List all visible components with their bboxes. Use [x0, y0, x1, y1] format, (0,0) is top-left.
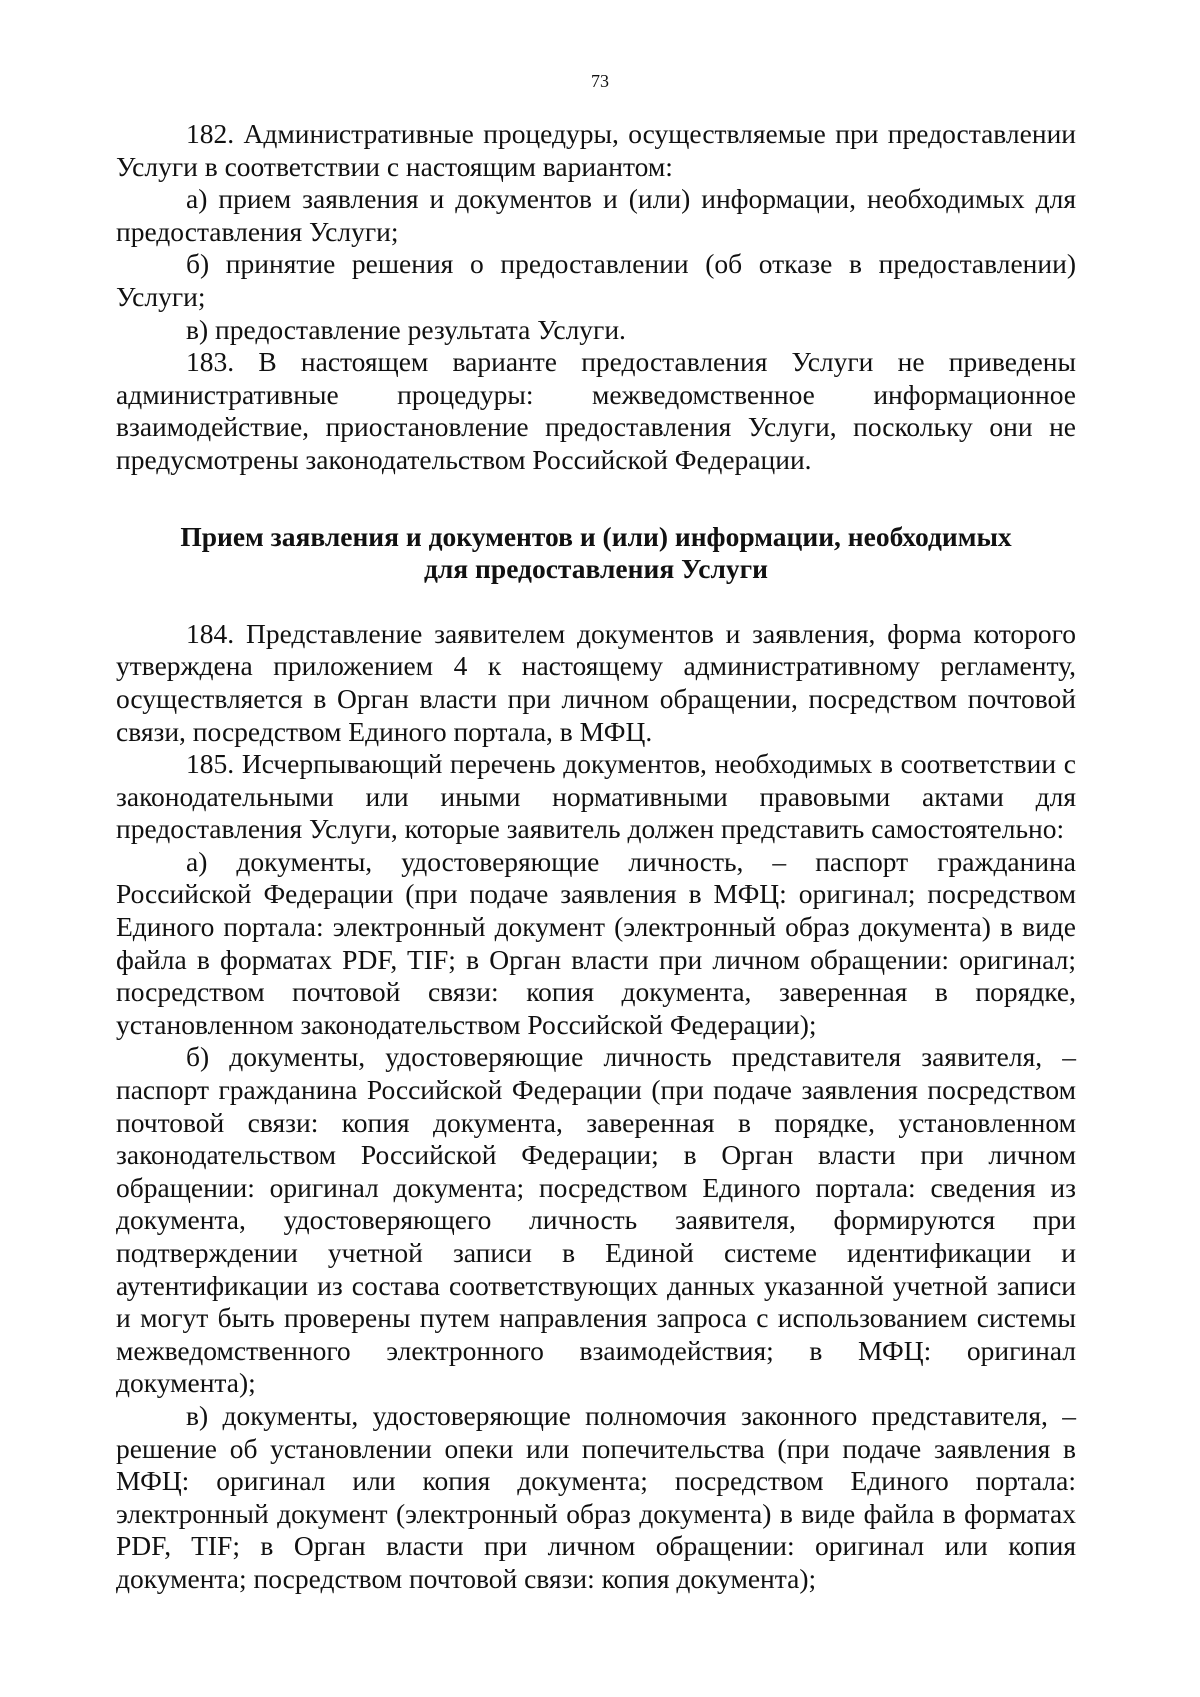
paragraph-184: 184. Представление заявителем документов и заявления, форма которого утверждена приложением 4 к настоящему административному регламенту, осуществляется в Орган власти при личном обращении, посредством почтовой связи, посредством Единого портала, в МФЦ. [116, 617, 1076, 747]
paragraph-185-a: а) документы, удостоверяющие личность, – паспорт гражданина Российской Федерации (при подаче заявления в МФЦ: оригинал; посредством Единого портала: электронный документ (электронный образ документа) в виде файла в форматах PDF, TIF; в Орган власти при личном обращении: оригинал; посредством почтовой связи: копия документа, заверенная в порядке, установленном законодательством Российской Федерации); [116, 845, 1076, 1040]
document-body [116, 118, 1076, 1596]
page-number: 73 [591, 71, 609, 91]
paragraph-185-v: в) документы, удостоверяющие полномочия законного представителя, – решение об установлении опеки или попечительства (при подаче заявления в МФЦ: оригинал или копия документа; посредством Единого портала: электронный документ (электронный образ документа) в виде файла в форматах PDF, TIF; в Орган власти при личном обращении: оригинал или копия документа; посредством почтовой связи: копия документа); [116, 1399, 1076, 1594]
paragraph-185-b: б) документы, удостоверяющие личность представителя заявителя, – паспорт гражданина Российской Федерации (при подаче заявления посредством почтовой связи: копия документа, заверенная в порядке, установленном законодательством Российской Федерации; в Орган власти при личном обращении: оригинал документа; посредством Единого портала: сведения из документа, удостоверяющего личность заявителя, формируются при подтверждении учетной записи в Единой системе идентификации и аутентификации из состава соответствующих данных указанной учетной записи и могут быть проверены путем направления запроса с использованием системы межведомственного электронного взаимодействия; в МФЦ: оригинал документа); [116, 1041, 1076, 1399]
paragraph-182-b: б) принятие решения о предоставлении (об отказе в предоставлении) Услуги; [116, 248, 1076, 312]
paragraph-182-a: а) прием заявления и документов и (или) информации, необходимых для предоставления Услуги; [116, 183, 1076, 247]
paragraph-182-v: в) предоставление результата Услуги. [186, 313, 626, 345]
paragraph-182: 182. Административные процедуры, осуществляемые при предоставлении Услуги в соответствии с настоящим вариантом: [116, 118, 1076, 182]
paragraph-185: 185. Исчерпывающий перечень документов, необходимых в соответствии с законодательными или иными нормативными правовыми актами для предоставления Услуги, которые заявитель должен представить самостоятельно: [116, 748, 1076, 845]
paragraph-183: 183. В настоящем варианте предоставления Услуги не приведены административные процедуры: межведомственное информационное взаимодействие, приостановление предоставления Услуги, поскольку они не предусмотрены законодательством Российской Федерации. [116, 346, 1076, 475]
section-heading: Прием заявления и документов и (или) информации, необходимых для предоставления Услуги [180, 520, 1012, 585]
